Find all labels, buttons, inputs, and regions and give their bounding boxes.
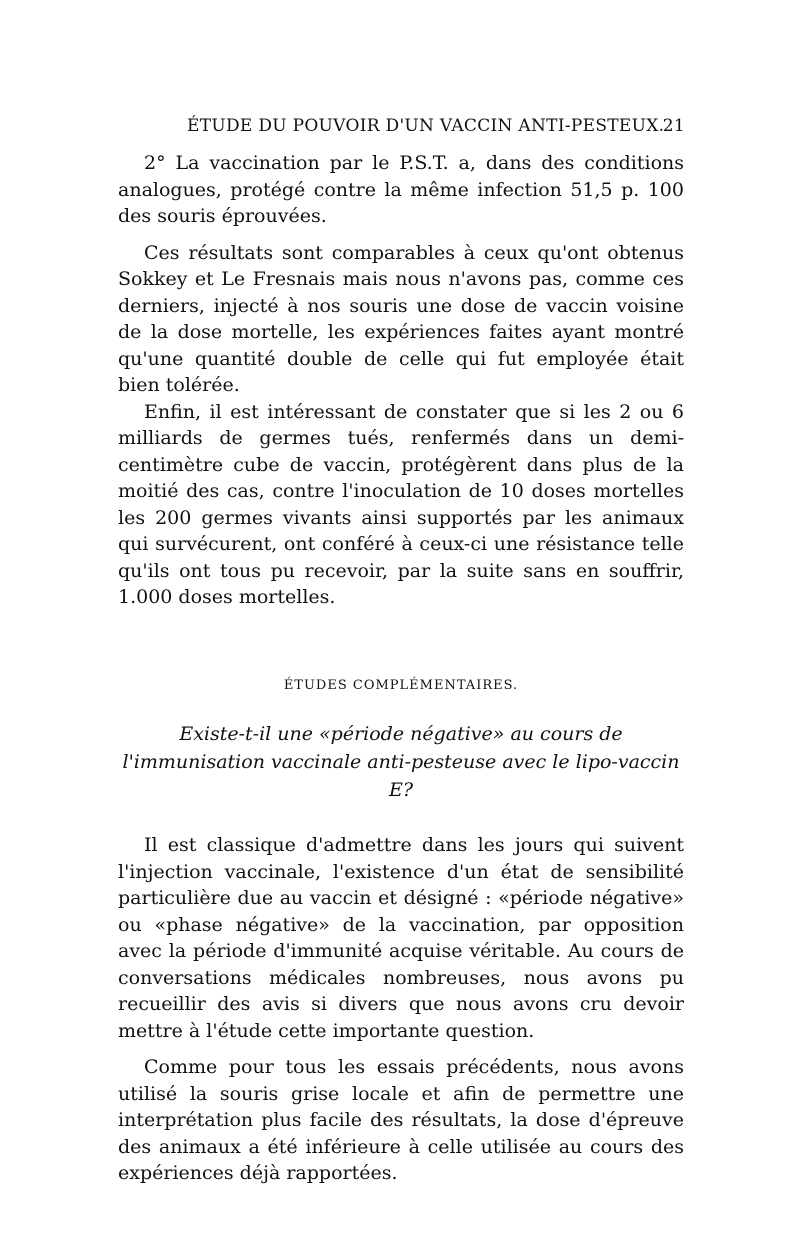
- paragraph-conclusion: Enfin, il est intéressant de constater que si les 2 ou 6 milliards de germes tués, renfermés dans un demi-centimètre cube de vaccin, protégèrent dans plus de la moitié des cas, contre l'inoculation de 10 doses mortelles les 200 germes vivants ainsi supportés par les animaux qui survécurent, ont conféré à ceux-ci une résistance telle qu'ils ont tous pu recevoir, par la suite sans en souffrir, 1.000 doses mortelles.: [118, 400, 684, 608]
- page-number: 21: [662, 116, 685, 136]
- section-title: ÉTUDES COMPLÉMENTAIRES.: [283, 677, 519, 693]
- page-body: [118, 150, 684, 1187]
- section-subheading: Existe-t-il une «période négative» au cours de l'immunisation vaccinale anti-pesteuse avec le lipo-vaccin E?: [122, 723, 680, 801]
- paragraph-method: Comme pour tous les essais précédents, nous avons utilisé la souris grise locale et afin de permettre une interprétation plus facile des résultats, la dose d'épreuve des animaux a été inférieure à celle utilisée au cours des expériences déjà rapportées.: [118, 1056, 684, 1184]
- paragraph-negative-phase: Il est classique d'admettre dans les jours qui suivent l'injection vaccinale, l'existence d'un état de sensibilité particulière due au vaccin et désigné : «période négative» ou «phase négative» de la vaccination, par opposition avec la période d'immunité acquise véritable. Au cours de conversations médicales nombreuses, nous avons pu recueillir des avis si divers que nous avons cru devoir mettre à l'étude cette importante question.: [118, 834, 684, 1042]
- paragraph-comparison: Ces résultats sont comparables à ceux qu'ont obtenus Sokkey et Le Fresnais mais nous n'avons pas, comme ces derniers, injecté à nos souris une dose de vaccin voisine de la dose mortelle, les expériences faites ayant montré qu'une quantité double de celle qui fut employée était bien tolérée.: [118, 241, 684, 396]
- running-title: ÉTUDE DU POUVOIR D'UN VACCIN ANTI-PESTEUX.: [187, 116, 665, 136]
- paragraph-vaccination-result: 2° La vaccination par le P.S.T. a, dans des conditions analogues, protégé contre la même infection 51,5 p. 100 des souris éprouvées.: [118, 152, 684, 227]
